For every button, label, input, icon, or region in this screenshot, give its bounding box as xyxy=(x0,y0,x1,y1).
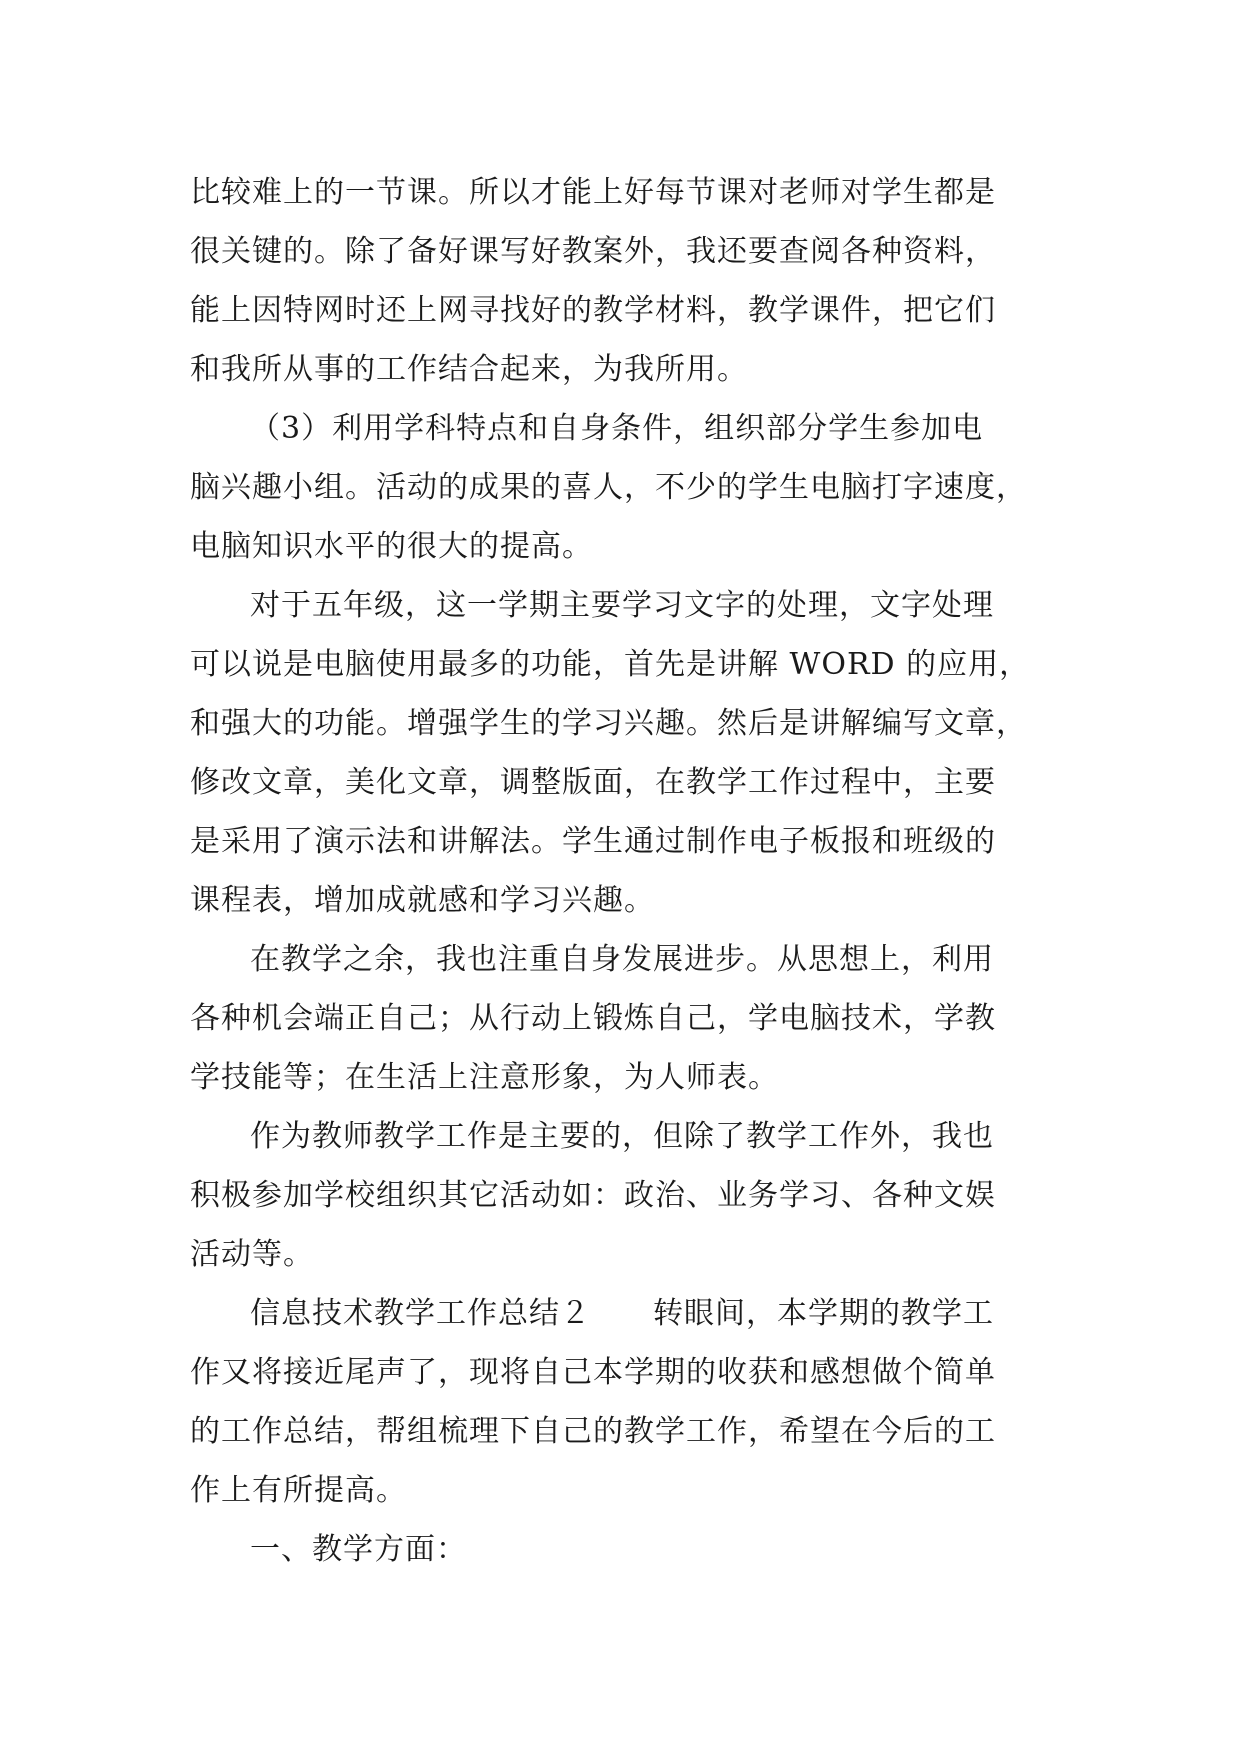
text-line: 可以说是电脑使用最多的功能，首先是讲解 WORD 的应用， xyxy=(190,647,1031,682)
text-line: 学技能等；在生活上注意形象，为人师表。 xyxy=(190,1060,779,1095)
text-line: 作为教师教学工作是主要的，但除了教学工作外，我也 xyxy=(250,1119,994,1154)
text-line: 各种机会端正自己；从行动上锻炼自己，学电脑技术，学教 xyxy=(190,1001,996,1036)
text-line: 和我所从事的工作结合起来，为我所用。 xyxy=(190,352,748,387)
text-line: 作又将接近尾声了，现将自己本学期的收获和感想做个简单 xyxy=(190,1355,996,1390)
text-line: 电脑知识水平的很大的提高。 xyxy=(190,529,593,564)
text-line: 信息技术教学工作总结２ 转眼间，本学期的教学工 xyxy=(250,1296,994,1331)
text-line: 能上因特网时还上网寻找好的教学材料，教学课件，把它们 xyxy=(190,293,996,328)
document-body xyxy=(190,163,1070,1579)
text-line: 作上有所提高。 xyxy=(190,1473,407,1508)
text-line: 很关键的。除了备好课写好教案外，我还要查阅各种资料， xyxy=(190,234,996,269)
text-line: 和强大的功能。增强学生的学习兴趣。然后是讲解编写文章， xyxy=(190,706,1027,741)
text-line: 的工作总结，帮组梳理下自己的教学工作，希望在今后的工 xyxy=(190,1414,996,1449)
text-line: 修改文章，美化文章，调整版面，在教学工作过程中，主要 xyxy=(190,765,996,800)
text-line: 课程表，增加成就感和学习兴趣。 xyxy=(190,883,655,918)
text-line: 脑兴趣小组。活动的成果的喜人，不少的学生电脑打字速度， xyxy=(190,470,1027,505)
text-line: 比较难上的一节课。所以才能上好每节课对老师对学生都是 xyxy=(190,175,996,210)
text-line: 积极参加学校组织其它活动如：政治、业务学习、各种文娱 xyxy=(190,1178,996,1213)
text-line: （3）利用学科特点和自身条件，组织部分学生参加电 xyxy=(250,411,984,446)
text-line: 活动等。 xyxy=(190,1237,314,1272)
text-line: 一、教学方面： xyxy=(250,1532,467,1567)
text-line: 是采用了演示法和讲解法。学生通过制作电子板报和班级的 xyxy=(190,824,996,859)
text-line: 对于五年级，这一学期主要学习文字的处理，文字处理 xyxy=(250,588,994,623)
text-line: 在教学之余，我也注重自身发展进步。从思想上，利用 xyxy=(250,942,994,977)
